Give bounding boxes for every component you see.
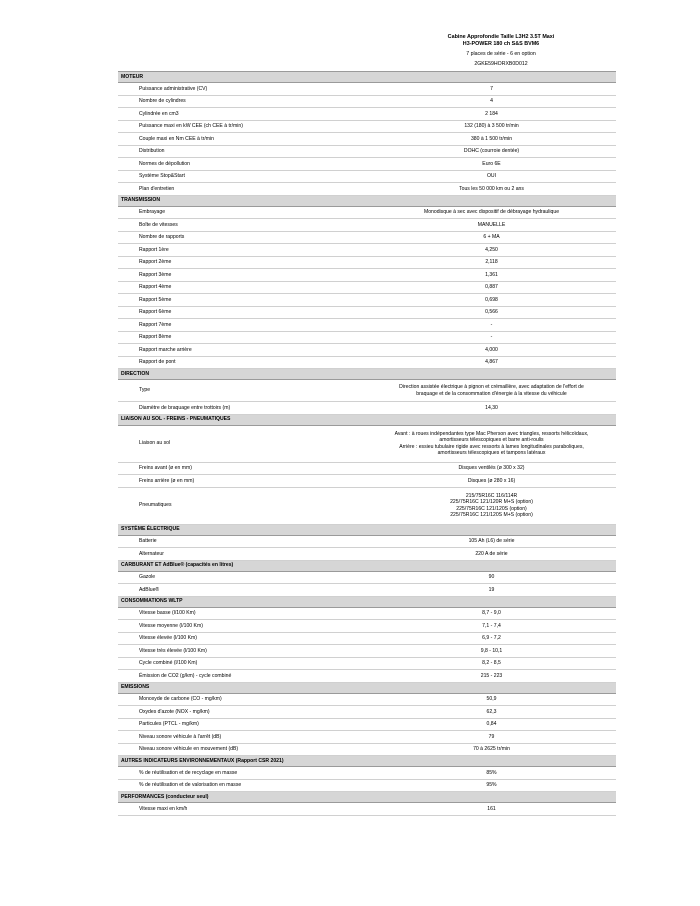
- spec-row: [118, 269, 616, 282]
- spec-row: [118, 571, 616, 584]
- spec-value: [367, 319, 616, 332]
- spec-value: [367, 344, 616, 357]
- spec-value-line: 9,8 - 10,1: [480, 647, 503, 654]
- spec-row: [118, 462, 616, 475]
- spec-label: Rapport 5ème: [118, 294, 367, 307]
- section-title: AUTRES INDICATEURS ENVIRONNEMENTAUX (Rapport CSR 2021): [118, 756, 616, 767]
- spec-value-line: 62,3: [486, 708, 497, 715]
- spec-value: [367, 219, 616, 232]
- spec-value-line: Euro 6E: [482, 160, 501, 167]
- spec-label: % de réutilisation et de valorisation en masse: [118, 779, 367, 792]
- spec-value: [367, 331, 616, 344]
- spec-value-line: 380 à 1 500 tr/min: [470, 135, 513, 142]
- spec-value-line: 2,118: [485, 259, 498, 266]
- spec-label: Normes de dépollution: [118, 158, 367, 171]
- spec-row: [118, 158, 616, 171]
- spec-value-line: 85%: [486, 769, 497, 776]
- spec-value-line: DOHC (courroie dentée): [463, 148, 520, 155]
- spec-row: [118, 95, 616, 108]
- spec-row: [118, 535, 616, 548]
- spec-value: [367, 269, 616, 282]
- spec-value: [367, 718, 616, 731]
- spec-value: [367, 183, 616, 196]
- spec-value-line: 105 Ah (L6) de série: [468, 538, 515, 545]
- spec-value: [367, 231, 616, 244]
- spec-row: [118, 645, 616, 658]
- spec-value-line: 6,9 - 7,2: [482, 635, 501, 642]
- spec-row: [118, 133, 616, 146]
- section-title: EMISSIONS: [118, 682, 616, 693]
- spec-label: % de réutilisation et de recyclage en masse: [118, 767, 367, 780]
- spec-value-line: -: [490, 334, 493, 341]
- spec-value-line: 6 + MA: [483, 234, 500, 241]
- spec-row: [118, 693, 616, 706]
- spec-value: [367, 706, 616, 719]
- spec-value-line: amortisseurs télescopiques et tampons latéraux: [437, 449, 546, 456]
- spec-row: [118, 425, 616, 462]
- spec-label: AdBlue®: [118, 584, 367, 597]
- spec-row: [118, 632, 616, 645]
- spec-label: Vitesse maxi en km/h: [118, 803, 367, 816]
- spec-row: [118, 344, 616, 357]
- spec-label: Nombre de cylindres: [118, 95, 367, 108]
- spec-label: Freins avant (ø en mm): [118, 462, 367, 475]
- spec-row: [118, 183, 616, 196]
- spec-label: Embrayage: [118, 206, 367, 219]
- model-title-line2: H3-POWER 180 ch S&S BVM6: [462, 41, 540, 47]
- section-title: PERFORMANCES (conducteur seul): [118, 792, 616, 803]
- spec-label: Type: [118, 380, 367, 402]
- spec-value: [367, 170, 616, 183]
- section-title: CARBURANT ET AdBlue® (capacités en litres): [118, 560, 616, 571]
- spec-value: [367, 803, 616, 816]
- spec-value-line: 132 (180) à 3 500 tr/min: [464, 123, 519, 130]
- spec-value-line: 95%: [486, 782, 497, 789]
- spec-value: [367, 294, 616, 307]
- spec-row: [118, 803, 616, 816]
- spec-value-line: 70 à 2625 tr/min: [473, 746, 510, 753]
- spec-value: [367, 402, 616, 415]
- spec-value-line: 225/75R16C 121/120R M+S (option): [450, 499, 533, 506]
- spec-value: [367, 645, 616, 658]
- spec-value: [367, 657, 616, 670]
- section-header: [118, 524, 616, 535]
- section-header: [118, 369, 616, 380]
- spec-value-line: Direction assistée électrique à pignon et crémaillère, avec adaptation de l'effort de: [399, 384, 584, 391]
- spec-row: [118, 256, 616, 269]
- spec-value: [367, 779, 616, 792]
- spec-value: [367, 206, 616, 219]
- spec-row: [118, 767, 616, 780]
- spec-label: Rapport 8ème: [118, 331, 367, 344]
- spec-label: Niveau sonore véhicule à l'arrêt (dB): [118, 731, 367, 744]
- spec-row: [118, 83, 616, 96]
- section-title: CONSOMMATIONS WLTP: [118, 596, 616, 607]
- section-header: [118, 195, 616, 206]
- spec-label: Couple maxi en Nm CEE à tr/min: [118, 133, 367, 146]
- section-title: LIAISON AU SOL - FREINS - PNEUMATIQUES: [118, 414, 616, 425]
- version-code: 2GKE59HORXB0D012: [474, 61, 528, 67]
- spec-row: [118, 670, 616, 683]
- spec-value: [367, 767, 616, 780]
- section-header: [118, 560, 616, 571]
- spec-value-line: 1,361: [485, 271, 498, 278]
- spec-label: Pneumatiques: [118, 487, 367, 524]
- spec-label: Boîte de vitesses: [118, 219, 367, 232]
- spec-value-line: 0,84: [486, 721, 497, 728]
- spec-value: [367, 95, 616, 108]
- spec-value-line: Monodisque à sec avec dispositif de débrayage hydraulique: [423, 209, 560, 216]
- spec-row: [118, 170, 616, 183]
- spec-value: [367, 145, 616, 158]
- spec-value: [367, 620, 616, 633]
- spec-row: [118, 219, 616, 232]
- spec-value-line: 50,9: [486, 696, 497, 703]
- seats-info: 7 places de série - 6 en option: [466, 51, 536, 57]
- spec-value: [367, 548, 616, 561]
- spec-label: Vitesse élevée (l/100 Km): [118, 632, 367, 645]
- spec-row: [118, 244, 616, 257]
- spec-value-line: 4: [490, 98, 493, 105]
- section-header: [118, 72, 616, 83]
- spec-row: [118, 487, 616, 524]
- section-title: TRANSMISSION: [118, 195, 616, 206]
- spec-value-line: Tous les 50 000 km ou 2 ans: [459, 185, 524, 192]
- spec-label: Niveau sonore véhicule en mouvement (dB): [118, 743, 367, 756]
- spec-label: Puissance maxi en kW CEE (ch CEE à tr/min): [118, 120, 367, 133]
- spec-value: [367, 108, 616, 121]
- spec-label: Vitesse très élevée (l/100 Km): [118, 645, 367, 658]
- section-title: DIRECTION: [118, 369, 616, 380]
- spec-label: Cylindrée en cm3: [118, 108, 367, 121]
- section-title: MOTEUR: [118, 72, 616, 83]
- spec-row: [118, 108, 616, 121]
- spec-row: [118, 231, 616, 244]
- spec-label: Rapport 1ère: [118, 244, 367, 257]
- spec-value: [367, 83, 616, 96]
- section-header: [118, 596, 616, 607]
- spec-value-line: -: [490, 321, 493, 328]
- spec-label: Rapport 7ème: [118, 319, 367, 332]
- spec-value: [367, 244, 616, 257]
- spec-row: [118, 306, 616, 319]
- spec-value: [367, 425, 616, 462]
- spec-row: [118, 657, 616, 670]
- model-header: [386, 34, 616, 68]
- spec-value-line: 7,1 - 7,4: [482, 622, 501, 629]
- spec-value: [367, 120, 616, 133]
- spec-row: [118, 402, 616, 415]
- spec-label: Gazole: [118, 571, 367, 584]
- spec-value: [367, 281, 616, 294]
- spec-value-line: 19: [488, 586, 495, 593]
- spec-value-line: 161: [487, 805, 496, 812]
- spec-row: [118, 331, 616, 344]
- spec-label: Vitesse moyenne (l/100 Km): [118, 620, 367, 633]
- spec-label: Puissance administrative (CV): [118, 83, 367, 96]
- spec-value-line: 220 A de série: [475, 550, 508, 557]
- spec-value-line: 215 - 223: [480, 672, 503, 679]
- spec-value: [367, 670, 616, 683]
- spec-value-line: Arrière : essieu tubulaire rigide avec ressorts à lames longitudinales paraboliques,: [399, 443, 584, 450]
- spec-row: [118, 548, 616, 561]
- section-header: [118, 792, 616, 803]
- spec-label: Rapport marche arrière: [118, 344, 367, 357]
- spec-value: [367, 571, 616, 584]
- spec-row: [118, 584, 616, 597]
- spec-label: Rapport 6ème: [118, 306, 367, 319]
- spec-label: Rapport de pont: [118, 356, 367, 369]
- spec-row: [118, 356, 616, 369]
- spec-row: [118, 145, 616, 158]
- spec-row: [118, 294, 616, 307]
- section-header: [118, 756, 616, 767]
- spec-label: Freins arrière (ø en mm): [118, 475, 367, 488]
- spec-row: [118, 706, 616, 719]
- spec-row: [118, 319, 616, 332]
- spec-row: [118, 607, 616, 620]
- spec-label: Particules (PTCL - mg/km): [118, 718, 367, 731]
- spec-value: [367, 356, 616, 369]
- spec-value-line: Disques ventilés (ø 300 x 32): [458, 465, 525, 472]
- spec-value-line: 225/75R16C 121/120S M+S (option): [450, 511, 533, 518]
- spec-label: Batterie: [118, 535, 367, 548]
- section-title: SYSTÈME ÉLECTRIQUE: [118, 524, 616, 535]
- spec-row: [118, 120, 616, 133]
- model-title-line1: Cabine Approfondie Taille L3H2 3.5T Maxi: [447, 34, 555, 40]
- spec-label: Oxydes d'azote (NOX - mg/km): [118, 706, 367, 719]
- spec-label: Rapport 4ème: [118, 281, 367, 294]
- spec-value-line: 4,250: [485, 246, 498, 253]
- spec-value-line: amortisseurs télescopiques et barre anti-roulis: [439, 437, 544, 444]
- spec-row: [118, 206, 616, 219]
- spec-value-line: 4,867: [485, 359, 498, 366]
- spec-value-line: 79: [488, 733, 495, 740]
- spec-value: [367, 306, 616, 319]
- spec-row: [118, 779, 616, 792]
- spec-value: [367, 462, 616, 475]
- spec-value-line: OUI: [486, 173, 497, 180]
- spec-label: Système Stop&Start: [118, 170, 367, 183]
- spec-label: Plan d'entretien: [118, 183, 367, 196]
- spec-value: [367, 693, 616, 706]
- spec-value-line: 0,887: [485, 284, 498, 291]
- spec-value-line: 2 184: [485, 110, 498, 117]
- spec-row: [118, 475, 616, 488]
- spec-row: [118, 620, 616, 633]
- spec-value-line: 0,698: [485, 296, 498, 303]
- spec-value: [367, 535, 616, 548]
- spec-value: [367, 607, 616, 620]
- spec-value-line: 215/75R16C 116/114R: [465, 493, 518, 500]
- spec-value-line: MANUELLE: [477, 221, 506, 228]
- spec-value: [367, 743, 616, 756]
- spec-value: [367, 584, 616, 597]
- spec-row: [118, 380, 616, 402]
- spec-value: [367, 380, 616, 402]
- spec-value-line: 14,30: [485, 404, 498, 411]
- spec-value: [367, 256, 616, 269]
- spec-label: Distribution: [118, 145, 367, 158]
- spec-sheet: [118, 34, 616, 816]
- spec-table: [118, 71, 616, 816]
- spec-label: Émission de CO2 (g/km) - cycle combiné: [118, 670, 367, 683]
- spec-value-line: 8,7 - 9,0: [482, 610, 501, 617]
- spec-label: Rapport 2ème: [118, 256, 367, 269]
- spec-value: [367, 475, 616, 488]
- spec-label: Cycle combiné (l/100 Km): [118, 657, 367, 670]
- spec-label: Monoxyde de carbone (CO - mg/km): [118, 693, 367, 706]
- spec-value: [367, 158, 616, 171]
- spec-value-line: 225/75R16C 121/120S (option): [456, 505, 527, 512]
- section-header: [118, 682, 616, 693]
- spec-value: [367, 133, 616, 146]
- spec-value: [367, 632, 616, 645]
- spec-label: Nombre de rapports: [118, 231, 367, 244]
- spec-row: [118, 731, 616, 744]
- spec-label: Rapport 3ème: [118, 269, 367, 282]
- spec-value-line: 4,000: [485, 346, 498, 353]
- spec-value: [367, 731, 616, 744]
- spec-label: Diamètre de braquage entre trottoirs (m): [118, 402, 367, 415]
- spec-value-line: Avant : à roues indépendantes type Mac Pherson avec triangles, ressorts hélicoïdaux,: [394, 431, 589, 438]
- spec-row: [118, 718, 616, 731]
- spec-value-line: 8,2 - 8,5: [482, 660, 501, 667]
- spec-label: Liaison au sol: [118, 425, 367, 462]
- spec-label: Vitesse basse (l/100 Km): [118, 607, 367, 620]
- spec-row: [118, 743, 616, 756]
- spec-row: [118, 281, 616, 294]
- spec-value-line: 90: [488, 574, 495, 581]
- section-header: [118, 414, 616, 425]
- spec-label: Alternateur: [118, 548, 367, 561]
- spec-value-line: Disques (ø 280 x 16): [467, 477, 516, 484]
- spec-value-line: braquage et de la consommation d'énergie à la vitesse du véhicule: [416, 390, 567, 397]
- spec-value-line: 0,566: [485, 309, 498, 316]
- spec-value-line: 7: [490, 85, 493, 92]
- spec-value: [367, 487, 616, 524]
